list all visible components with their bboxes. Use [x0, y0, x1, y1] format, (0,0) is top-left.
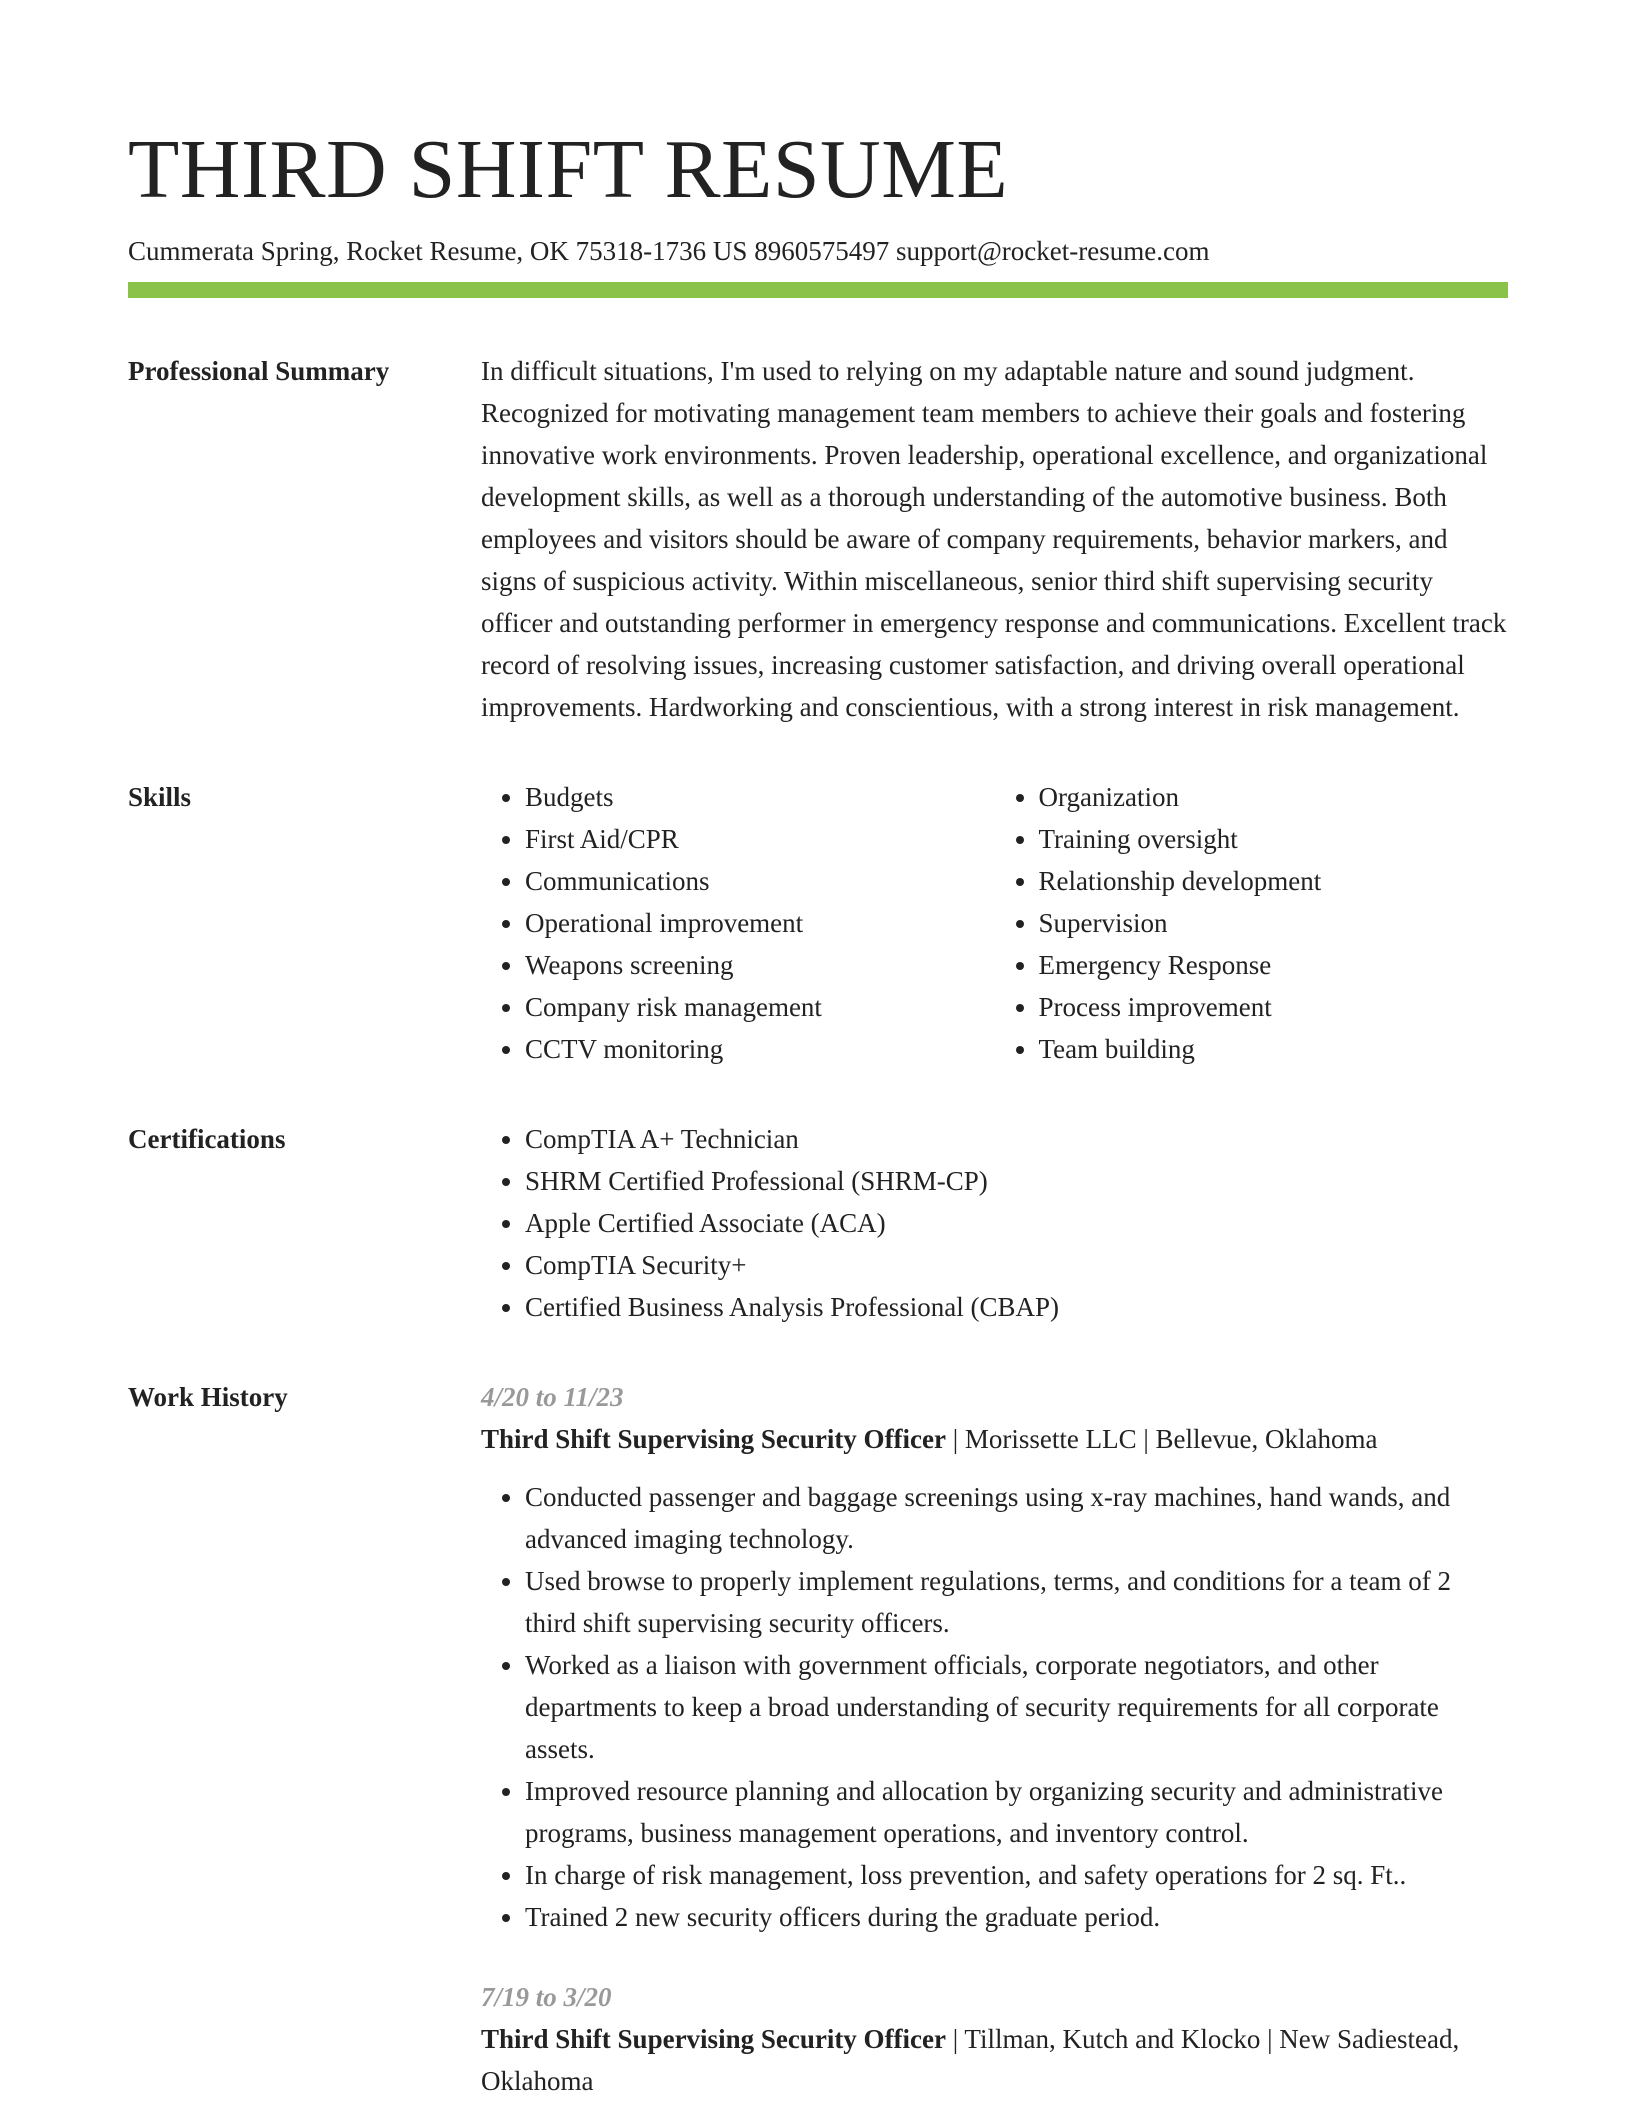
list-item: • Apple Certified Associate (ACA) — [525, 1202, 1508, 1244]
skills-section — [128, 776, 1508, 1070]
job-title: Third Shift Supervising Security Officer — [481, 1424, 946, 1454]
list-item: • Relationship development — [1039, 860, 1509, 902]
list-item: • Process improvement — [1039, 986, 1509, 1028]
job-entry — [481, 1976, 1508, 2102]
job-bullets — [481, 1476, 1508, 1938]
contact-address: Cummerata Spring, Rocket Resume, OK 75318-1736 US — [128, 236, 748, 266]
list-item: • CompTIA Security+ — [525, 1244, 1508, 1286]
job-details: | Tillman, Kutch and Klocko | New Sadiestead, Oklahoma — [481, 2024, 1460, 2096]
job-details: | Morissette LLC | Bellevue, Oklahoma — [946, 1424, 1378, 1454]
job-dates: 4/20 to 11/23 — [481, 1382, 624, 1412]
list-item: • Worked as a liaison with government officials, corporate negotiators, and other departments to keep a broad understanding of security requirements for all corporate assets. — [525, 1644, 1508, 1770]
list-item: • Conducted passenger and baggage screenings using x-ray machines, hand wands, and advanced imaging technology. — [525, 1476, 1508, 1560]
list-item: • Organization — [1039, 776, 1509, 818]
summary-text: In difficult situations, I'm used to relying on my adaptable nature and sound judgment. Recognized for motivating management team members to achieve their goals and fostering innovative work environments. Proven leadership, operational excellence, and organizational development skills, as well as a thorough understanding of the automotive business. Both employees and visitors should be aware of company requirements, behavior markers, and signs of suspicious activity. Within miscellaneous, senior third shift supervising security officer and outstanding performer in emergency response and communications. Excellent track record of resolving issues, increasing customer satisfaction, and driving overall operational improvements. Hardworking and conscientious, with a strong interest in risk management. — [481, 356, 1507, 722]
section-label-skills: Skills — [128, 782, 192, 812]
list-item: • Team building — [1039, 1028, 1509, 1070]
certifications-list — [481, 1118, 1508, 1328]
job-dates: 7/19 to 3/20 — [481, 1982, 612, 2012]
section-label-summary: Professional Summary — [128, 356, 390, 386]
contact-phone: 8960575497 — [754, 236, 890, 266]
summary-section — [128, 350, 1508, 728]
section-label-certifications: Certifications — [128, 1124, 286, 1154]
list-item: • Emergency Response — [1039, 944, 1509, 986]
list-item: • Training oversight — [1039, 818, 1509, 860]
skills-list-left — [481, 776, 995, 1070]
job-heading — [481, 1418, 1508, 1460]
list-item: • First Aid/CPR — [525, 818, 995, 860]
list-item: • Budgets — [525, 776, 995, 818]
list-item: • Trained 2 new security officers during the graduate period. — [525, 1896, 1508, 1938]
list-item: • CCTV monitoring — [525, 1028, 995, 1070]
resume-page — [128, 120, 1508, 2102]
resume-title: THIRD SHIFT RESUME — [128, 123, 1009, 216]
job-title: Third Shift Supervising Security Officer — [481, 2024, 946, 2054]
contact-line — [128, 232, 1508, 270]
certifications-section — [128, 1118, 1508, 1328]
list-item: • Certified Business Analysis Professional (CBAP) — [525, 1286, 1508, 1328]
list-item: • Operational improvement — [525, 902, 995, 944]
work-history-section — [128, 1376, 1508, 2102]
contact-email[interactable]: support@rocket-resume.com — [895, 236, 1210, 266]
list-item: • SHRM Certified Professional (SHRM-CP) — [525, 1160, 1508, 1202]
section-label-work-history: Work History — [128, 1382, 288, 1412]
list-item: • Communications — [525, 860, 995, 902]
header-divider — [128, 282, 1508, 298]
list-item: • Improved resource planning and allocation by organizing security and administrative programs, business management operations, and inventory control. — [525, 1770, 1508, 1854]
list-item: • In charge of risk management, loss prevention, and safety operations for 2 sq. Ft.. — [525, 1854, 1508, 1896]
skills-list-right — [995, 776, 1509, 1070]
list-item: • Supervision — [1039, 902, 1509, 944]
list-item: • Used browse to properly implement regulations, terms, and conditions for a team of 2 third shift supervising security officers. — [525, 1560, 1508, 1644]
list-item: • Company risk management — [525, 986, 995, 1028]
job-entry — [481, 1376, 1508, 1938]
job-heading — [481, 2018, 1508, 2102]
list-item: • Weapons screening — [525, 944, 995, 986]
list-item: • CompTIA A+ Technician — [525, 1118, 1508, 1160]
